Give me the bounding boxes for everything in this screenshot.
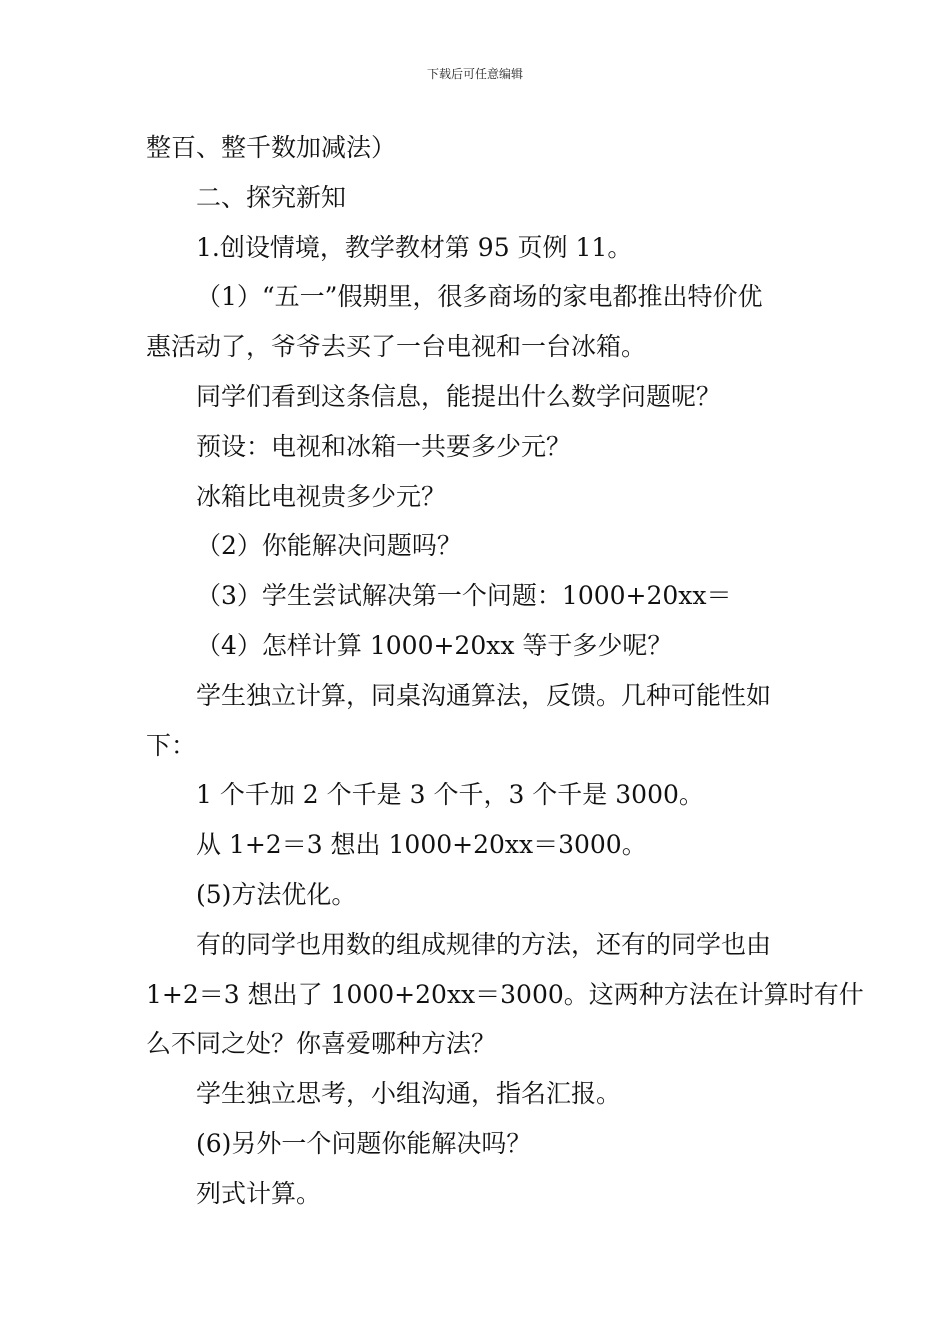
text-line: （1）“五一”假期里，很多商场的家电都推出特价优	[196, 282, 763, 312]
text-line: 1 个千加 2 个千是 3 个千，3 个千是 3000。	[196, 780, 704, 810]
text-line: 学生独立计算，同桌沟通算法，反馈。几种可能性如	[196, 680, 772, 710]
page-header: 下载后可任意编辑	[426, 67, 523, 81]
text-line: （2）你能解决问题吗？	[196, 531, 462, 561]
text-line: (5)方法优化。	[196, 879, 357, 909]
text-line: 冰箱比电视贵多少元？	[196, 481, 447, 511]
text-line: 惠活动了，爷爷去买了一台电视和一台冰箱。	[146, 332, 647, 362]
text-line: （4）怎样计算 1000+20xx 等于多少呢？	[196, 630, 673, 660]
text-line: （3）学生尝试解决第一个问题：1000+20xx＝	[196, 581, 732, 611]
text-line: 预设：电视和冰箱一共要多少元？	[196, 431, 572, 461]
document-body	[146, 128, 864, 1224]
text-line: (6)另外一个问题你能解决吗？	[196, 1128, 532, 1158]
text-line: 下：	[146, 730, 197, 760]
text-line: 有的同学也用数的组成规律的方法，还有的同学也由	[196, 929, 772, 959]
text-line: 同学们看到这条信息，能提出什么数学问题呢？	[196, 381, 722, 411]
text-line: 学生独立思考，小组沟通，指名汇报。	[196, 1079, 622, 1109]
text-line: 么不同之处？你喜爱哪种方法？	[146, 1029, 497, 1059]
text-line: 1+2＝3 想出了 1000+20xx＝3000。这两种方法在计算时有什	[146, 979, 864, 1009]
text-line: 整百、整千数加减法）	[146, 133, 397, 162]
text-line: 1.创设情境，教学教材第 95 页例 11。	[196, 232, 633, 262]
text-line: 列式计算。	[196, 1178, 322, 1208]
text-line: 从 1+2＝3 想出 1000+20xx＝3000。	[196, 830, 647, 860]
section-heading: 二、探究新知	[196, 182, 347, 212]
